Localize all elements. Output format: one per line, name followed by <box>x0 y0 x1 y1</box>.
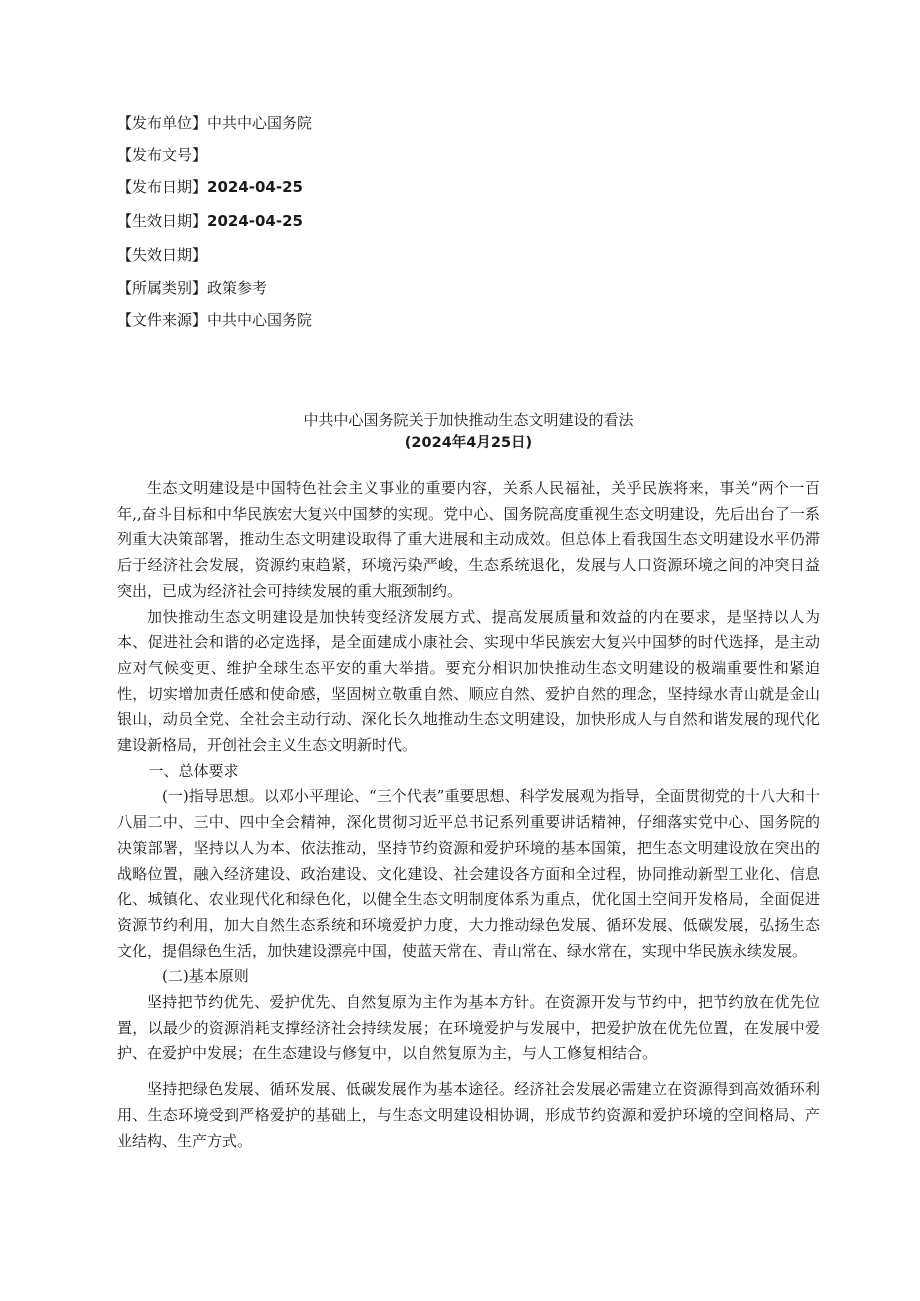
meta-category-value: 政策参考 <box>207 278 268 297</box>
subsection-heading: (二)基本原则 <box>162 967 249 986</box>
meta-effective-date <box>117 211 312 231</box>
body-paragraph: 生态文明建设是中国特色社会主义事业的重要内容，关系人民福祉，关乎民族将来，事关“两个一百年,,奋斗目标和中华民族宏大复兴中国梦的实现。党中心、国务院高度重视生态文明建设，先后出台了一系列重大决策部署，推动生态文明建设取得了重大进展和主动成效。但总体上看我国生态文明建设水平仍滞后于经济社会发展，资源约束趋紧，环境污染严峻，生态系统退化，发展与人口资源环境之间的冲突日益突出，已成为经济社会可持续发展的重大瓶颈制约。 <box>117 479 820 600</box>
subsection-paragraph: (一)指导思想。以邓小平理论、“三个代表”重要思想、科学发展观为指导，全面贯彻党的十八大和十八届二中、三中、四中全会精神，深化贯彻习近平总书记系列重要讲话精神，仔细落实党中心、国务院的决策部署，坚持以人为本、依法推动，坚持节约资源和爱护环境的基本国策，把生态文明建设放在突出的战略位置，融入经济建设、政治建设、文化建设、社会建设各方面和全过程，协同推动新型工业化、信息化、城镇化、农业现代化和绿色化，以健全生态文明制度体系为重点，优化国土空间开发格局，全面促进资源节约利用，加大自然生态系统和环境爱护力度，大力推动绿色发展、循环发展、低碳发展，弘扬生态文化，提倡绿色生活，加快建设漂亮中国，使蓝天常在、青山常在、绿水常在，实现中华民族永续发展。 <box>117 787 820 960</box>
meta-expire-date <box>117 245 312 265</box>
document-metadata <box>117 113 312 342</box>
document-date-line: (2024年4月25日) <box>404 435 533 451</box>
meta-category-label: 【所属类别】 <box>117 278 208 297</box>
meta-category <box>117 278 312 298</box>
meta-doc-number-label: 【发布文号】 <box>117 146 208 165</box>
body-paragraph: 加快推动生态文明建设是加快转变经济发展方式、提高发展质量和效益的内在要求，是坚持以人为本、促进社会和谐的必定选择，是全面建成小康社会、实现中华民族宏大复兴中国梦的时代选择，是主动应对气候变更、维护全球生态平安的重大举措。要充分相识加快推动生态文明建设的极端重要性和紧迫性，切实增加责任感和使命感，坚固树立敬重自然、顺应自然、爱护自然的理念，坚持绿水青山就是金山银山，动员全党、全社会主动行动、深化长久地推动生态文明建设，加快形成人与自然和谐发展的现代化建设新格局，开创社会主义生态文明新时代。 <box>117 607 820 755</box>
meta-expire-date-label: 【失效日期】 <box>117 246 208 265</box>
body-paragraph: 坚持把节约优先、爱护优先、自然复原为主作为基本方针。在资源开发与节约中，把节约放在优先位置，以最少的资源消耗支撑经济社会持续发展；在环境爱护与发展中，把爱护放在优先位置，在发展中爱护、在爱护中发展；在生态建设与修复中，以自然复原为主，与人工修复相结合。 <box>117 993 820 1063</box>
document-body <box>117 476 820 1154</box>
meta-effective-date-label: 【生效日期】 <box>117 212 208 231</box>
document-title: 中共中心国务院关于加快推动生态文明建设的看法 <box>303 411 634 429</box>
meta-doc-number <box>117 145 312 165</box>
meta-issuer-label: 【发布单位】 <box>117 114 208 132</box>
meta-publish-date-label: 【发布日期】 <box>117 178 208 197</box>
body-paragraph: 坚持把绿色发展、循环发展、低碳发展作为基本途径。经济社会发展必需建立在资源得到高效循环利用、生态环境受到严格爱护的基础上，与生态文明建设相协调，形成节约资源和爱护环境的空间格局、产业结构、生产方式。 <box>117 1080 820 1150</box>
section-heading: 一、总体要求 <box>148 761 239 780</box>
meta-source-label: 【文件来源】 <box>117 310 208 329</box>
meta-source <box>117 310 312 330</box>
meta-issuer-value: 中共中心国务院 <box>207 114 313 132</box>
meta-source-value: 中共中心国务院 <box>207 310 313 329</box>
meta-issuer <box>117 113 312 133</box>
meta-effective-date-value: 2024-04-25 <box>207 212 303 231</box>
meta-publish-date-value: 2024-04-25 <box>207 178 303 197</box>
meta-publish-date <box>117 177 312 197</box>
